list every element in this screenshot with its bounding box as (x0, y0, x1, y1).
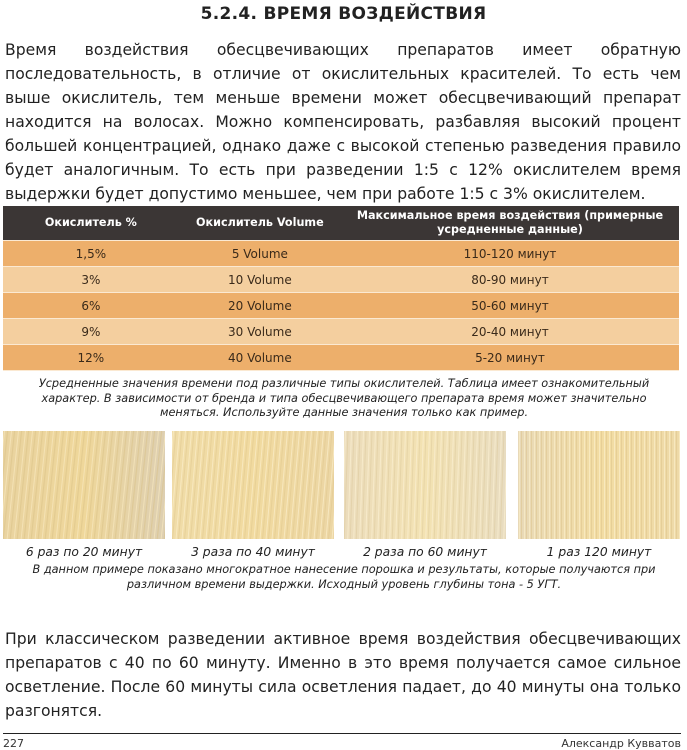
hair-swatch (518, 431, 680, 559)
swatch-label: 6 раз по 20 минут (25, 545, 143, 559)
cell-volume: 20 Volume (179, 293, 341, 319)
hair-sample-image (172, 431, 334, 539)
swatches-note: В данном примере показано многократное нанесение порошка и результаты, которые получаются при различном времени выдержки. Исходный уровень глубины тона - 5 УГТ. (32, 563, 656, 591)
table-note: Усредненные значения времени под различные типы окислителей. Таблица имеет ознакомительный характер. В зависимости от бренда и типа обесцвечивающего препарата время может значительно меняться. Используйте данные значения только как пример. (38, 377, 650, 419)
table-row (3, 319, 679, 345)
cell-time: 50-60 минут (341, 293, 679, 319)
cell-percent: 6% (3, 293, 179, 319)
section-heading: 5.2.4. ВРЕМЯ ВОЗДЕЙСТВИЯ (200, 4, 487, 24)
swatch-label: 2 раза по 60 минут (363, 545, 487, 559)
hair-sample-image (344, 431, 506, 539)
cell-volume: 5 Volume (179, 241, 341, 267)
hair-sample-image (3, 431, 165, 539)
hair-swatch (3, 431, 165, 559)
table-row (3, 345, 679, 371)
col-header-volume: Окислитель Volume (179, 206, 341, 241)
table-row (3, 293, 679, 319)
hair-swatch (344, 431, 506, 559)
cell-volume: 30 Volume (179, 319, 341, 345)
table-row (3, 241, 679, 267)
swatch-label: 3 раза по 40 минут (191, 545, 315, 559)
cell-time: 110-120 минут (341, 241, 679, 267)
cell-time: 20-40 минут (341, 319, 679, 345)
oxidizer-time-table (3, 206, 679, 371)
cell-time: 80-90 минут (341, 267, 679, 293)
hair-sample-image (518, 431, 680, 539)
closing-paragraph: При классическом разведении активное время воздействия обесцвечивающих препаратов с 40 по 60 минуту. Именно в это время получается самое сильное осветление. После 60 минуты сила осветления падает, до 40 минуты она только разгонятся. (5, 630, 681, 720)
cell-volume: 40 Volume (179, 345, 341, 371)
intro-paragraph: Время воздействия обесцвечивающих препаратов имеет обратную последовательность, в отличие от окислительных красителей. То есть чем выше окислитель, тем меньше времени может обесцвечивающий препарат находится на волосах. Можно компенсировать, разбавляя высокий процент большей концентрацией, однако даже с высокой степенью разведения правило будет аналогичным. То есть при разведении 1:5 с 12% окислителем время выдержки будет допустимо меньшее, чем при работе 1:5 с 3% окислителем. (5, 41, 681, 203)
col-header-max-time: Максимальное время воздействия (примерные усредненные данные) (341, 206, 679, 241)
cell-percent: 3% (3, 267, 179, 293)
cell-volume: 10 Volume (179, 267, 341, 293)
cell-time: 5-20 минут (341, 345, 679, 371)
table-row (3, 267, 679, 293)
cell-percent: 9% (3, 319, 179, 345)
swatch-label: 1 раз 120 минут (546, 545, 652, 559)
col-header-percent: Окислитель % (3, 206, 179, 241)
cell-percent: 1,5% (3, 241, 179, 267)
page-number: 227 (3, 737, 24, 750)
footer-divider (3, 733, 681, 734)
author-name: Александр Кувватов (561, 737, 681, 750)
hair-swatch (172, 431, 334, 559)
cell-percent: 12% (3, 345, 179, 371)
